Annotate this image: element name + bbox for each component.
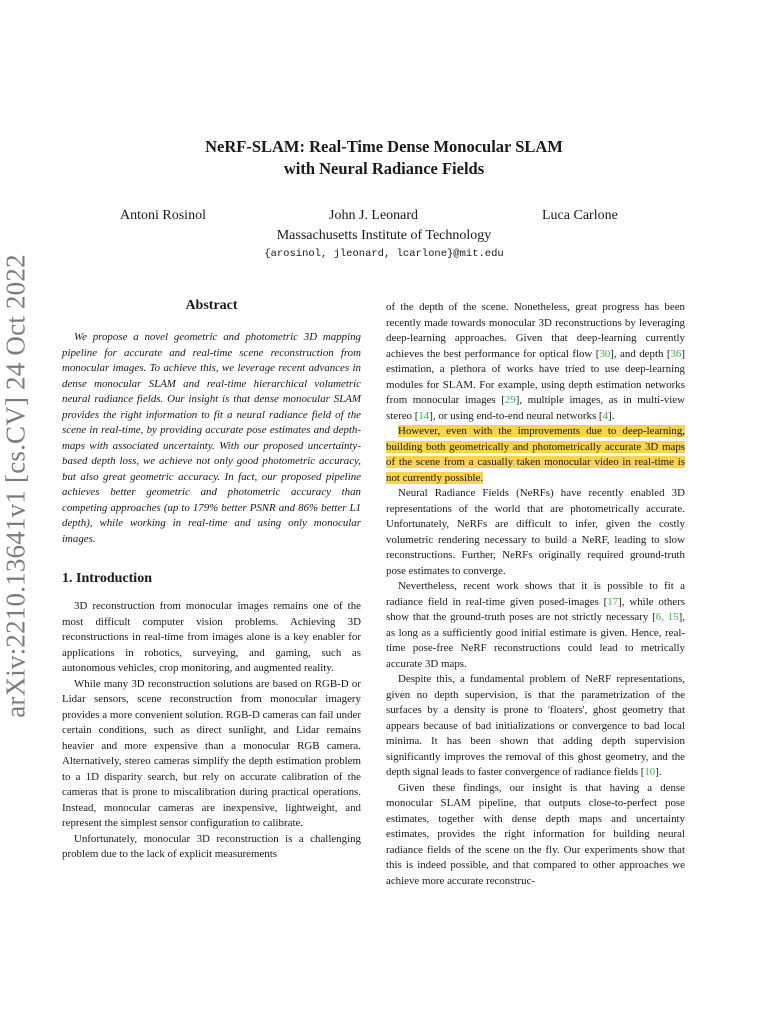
citation-ref[interactable]: 6, 15 <box>655 611 679 623</box>
citation-ref[interactable]: 10 <box>644 766 656 778</box>
highlighted-text: However, even with the improvements due to deep-learning, building both geometrically and photometrically accurate 3D maps of the scene from a casually taken monocular video in real-time is not currently possible. <box>386 425 685 484</box>
right-column <box>386 300 685 889</box>
author-2: John J. Leonard <box>329 208 419 223</box>
citation-ref[interactable]: 14 <box>418 409 430 422</box>
author-1: Antoni Rosinol <box>120 208 206 223</box>
right-paragraph-6: Given these findings, our insight is that having a dense monocular SLAM pipeline, that outputs close-to-perfect pose estimates, together with dense depth maps and uncertainty estimates, provides the right information for building neural radiance fields of the scene on the fly. Our experiments show that this is indeed possible, and that compared to other approaches we achieve more accurate reconstruc- <box>386 781 685 887</box>
affiliation: Massachusetts Institute of Technology <box>276 228 492 243</box>
author-3: Luca Carlone <box>542 208 618 223</box>
intro-paragraph-3: Unfortunately, monocular 3D reconstruction is a challenging problem due to the lack of explicit measurements <box>62 832 361 860</box>
abstract-text: We propose a novel geometric and photometric 3D mapping pipeline for accurate and real-time scene reconstruction from monocular images. To achieve this, we leverage recent advances in dense monocular SLAM and real-time hierarchical volumetric neural radiance fields. Our insight is that dense monocular SLAM provides the right information to fit a neural radiance field of the scene in real-time, by providing accurate pose estimates and depth-maps with associated uncertainty. With our proposed uncertainty-based depth loss, we achieve not only good photometric accuracy, but also great geometric accuracy. In fact, our proposed pipeline achieves better geometric and photometric accuracy than competing approaches (up to 179% better PSNR and 86% better L1 depth), while working in real-time and using only monocular images. <box>62 331 361 545</box>
intro-paragraph-1: 3D reconstruction from monocular images remains one of the most difficult computer vision problems. Achieving 3D reconstructions in real-time from images alone is a key enabler for applications in robotics, surveying, and gaming, such as autonomous vehicles, crop monitoring, and augmented reality. <box>62 600 361 674</box>
left-column <box>62 298 361 863</box>
arxiv-sidebar <box>0 254 31 718</box>
introduction-heading: 1. Introduction <box>62 571 152 586</box>
arxiv-identifier: arXiv:2210.13641v1 [cs.CV] 24 Oct 2022 <box>0 254 31 718</box>
citation-ref[interactable]: 4 <box>602 409 609 422</box>
citation-ref[interactable]: 36 <box>670 347 682 360</box>
title-line-2: with Neural Radiance Fields <box>283 159 485 178</box>
right-paragraph-5: Despite this, a fundamental problem of NeRF representations, given no depth supervision, is that the parametrization of the surfaces by a density is prone to 'floaters', ghost geometry that appears because of bad initializations or convergence to bad local minima. It has been shown that adding depth supervision significantly improves the removal of this ghost geometry, and the depth signal leads to faster convergence of radiance fields [10]. <box>386 673 685 778</box>
abstract-heading: Abstract <box>185 298 238 313</box>
intro-paragraph-2: While many 3D reconstruction solutions are based on RGB-D or Lidar sensors, scene reconstruction from monocular imagery provides a more convenient solution. RGB-D cameras can fail under certain conditions, such as direct sunlight, and Lidar remains heavier and more expensive than a monocular RGB camera. Alternatively, stereo cameras simplify the depth estimation problem to a 1D disparity search, but rely on accurate calibration of the cameras that is prone to miscalibration during practical operations. Instead, monocular cameras are inexpensive, lightweight, and represent the simplest sensor configuration to calibrate. <box>62 677 361 829</box>
citation-ref[interactable]: 17 <box>607 595 619 608</box>
paper-title <box>0 136 768 180</box>
author-emails: {arosinol, jleonard, lcarlone}@mit.edu <box>264 248 504 260</box>
right-paragraph-3: Neural Radiance Fields (NeRFs) have recently enabled 3D representations of the world that are photometrically accurate. Unfortunately, NeRFs are difficult to infer, given the costly volumetric rendering necessary to build a NeRF, leading to slow reconstructions. Further, NeRFs originally required ground-truth pose estimates to converge. <box>386 487 685 577</box>
citation-ref[interactable]: 29 <box>504 394 516 406</box>
highlighted-paragraph <box>386 424 685 486</box>
citation-ref[interactable]: 30 <box>599 347 611 360</box>
right-paragraph-4: Nevertheless, recent work shows that it is possible to fit a radiance field in real-time given posed-images [17], while others show that the ground-truth poses are not strictly necessary [6, 15], as long as a sufficiently good initial estimate is given. Hence, real-time pose-free NeRF reconstructions could lead to metrically accurate 3D maps. <box>386 580 686 670</box>
right-paragraph-1: of the depth of the scene. Nonetheless, great progress has been recently made towards monocular 3D reconstructions by leveraging deep-learning approaches. Given that deep-learning currently achieves the best performance for optical flow [30], and depth [36] estimation, a plethora of works have tried to use deep-learning modules for SLAM. For example, using depth estimation networks from monocular images [29], multiple images, as in multi-view stereo [14], or using end-to-end neural networks [4]. <box>386 301 686 422</box>
title-line-1: NeRF-SLAM: Real-Time Dense Monocular SLAM <box>205 137 563 156</box>
